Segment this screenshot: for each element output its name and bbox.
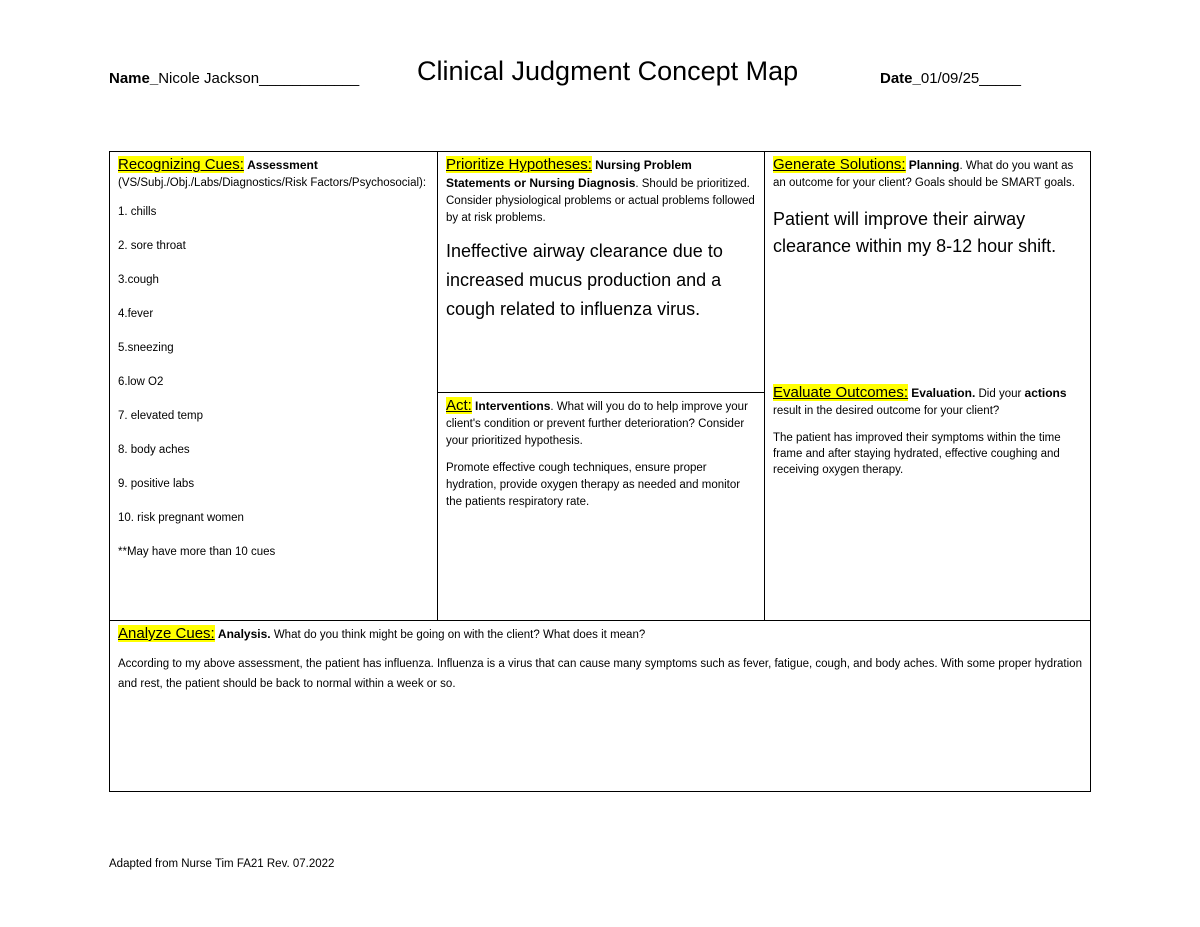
cue-item: 8. body aches	[118, 444, 190, 456]
cue-item: 6.low O2	[118, 376, 164, 388]
evaluate-heading: Evaluate Outcomes:	[773, 384, 909, 401]
name-line	[109, 70, 359, 87]
generate-answer: Patient will improve their airway clearance within my 8-12 hour shift.	[773, 209, 1057, 256]
concept-map-table	[109, 151, 1091, 792]
recognizing-cues-desc: (VS/Subj./Obj./Labs/Diagnostics/Risk Factors/Psychosocial):	[118, 177, 427, 189]
act-label: Interventions	[475, 399, 551, 413]
cue-note: **May have more than 10 cues	[118, 546, 276, 558]
evaluate-answer: The patient has improved their symptoms within the time frame and after staying hydrated, effective coughing and receiving oxygen therapy.	[773, 432, 1061, 476]
evaluate-desc-post: result in the desired outcome for your client?	[773, 405, 1000, 417]
cue-item: 9. positive labs	[118, 478, 195, 490]
page-title: Clinical Judgment Concept Map	[417, 56, 799, 86]
date-line	[880, 70, 1021, 87]
generate-solutions-cell	[765, 152, 1090, 380]
analyze-cues-cell	[110, 621, 1090, 791]
evaluate-desc-pre: Did your	[978, 388, 1022, 400]
evaluate-label: Evaluation.	[911, 386, 976, 400]
generate-heading: Generate Solutions:	[773, 156, 906, 173]
cue-item: 2. sore throat	[118, 240, 186, 252]
name-value: Nicole Jackson____________	[158, 70, 360, 87]
cue-item: 4.fever	[118, 308, 154, 320]
cue-item: 3.cough	[118, 274, 159, 286]
date-value: 01/09/25_____	[920, 70, 1021, 87]
prioritize-label: Nursing Problem Statements or Nursing Diagnosis	[446, 158, 692, 190]
analyze-heading: Analyze Cues:	[118, 625, 215, 642]
cue-item: 7. elevated temp	[118, 410, 204, 422]
recognizing-cues-label: Assessment	[247, 158, 318, 172]
prioritize-hypotheses-cell	[438, 152, 764, 392]
analyze-desc: What do you think might be going on with the client? What does it mean?	[273, 629, 646, 641]
name-label: Name_	[109, 70, 159, 87]
footer-note: Adapted from Nurse Tim FA21 Rev. 07.2022	[109, 858, 335, 870]
evaluate-desc-bold: actions	[1024, 386, 1067, 400]
cue-item: 10. risk pregnant women	[118, 512, 244, 524]
recognizing-cues-cell	[110, 152, 437, 620]
date-label: Date_	[880, 70, 921, 87]
generate-label: Planning	[908, 158, 960, 172]
recognizing-cues-heading: Recognizing Cues:	[118, 156, 244, 173]
generate-desc: . What do you want as an outcome for your client? Goals should be SMART goals.	[773, 160, 1075, 189]
act-answer: Promote effective cough techniques, ensure proper hydration, provide oxygen therapy as needed and monitor the patients respiratory rate.	[446, 462, 741, 508]
analyze-answer: According to my above assessment, the patient has influenza. Influenza is a virus that can cause many symptoms such as fever, fatigue, cough, and body aches. With some proper hydration and rest, the patient should be back to normal within a week or so.	[118, 658, 1082, 690]
prioritize-desc: . Should be prioritized. Consider physiological problems or actual problems followed by at risk problems.	[446, 178, 755, 224]
cue-item: 5.sneezing	[118, 342, 174, 354]
cue-item: 1. chills	[118, 206, 157, 218]
act-desc: . What will you do to help improve your client's condition or prevent further deterioration? Consider your prioritized hypothesis.	[446, 401, 748, 447]
act-cell	[438, 393, 764, 620]
analyze-label: Analysis.	[217, 627, 271, 641]
prioritize-heading: Prioritize Hypotheses:	[446, 156, 592, 173]
cue-list	[118, 204, 429, 561]
act-heading: Act:	[446, 397, 472, 414]
evaluate-outcomes-cell	[765, 380, 1090, 620]
prioritize-answer: Ineffective airway clearance due to increased mucus production and a cough related to influenza virus.	[446, 241, 723, 319]
page-header	[109, 56, 1089, 96]
